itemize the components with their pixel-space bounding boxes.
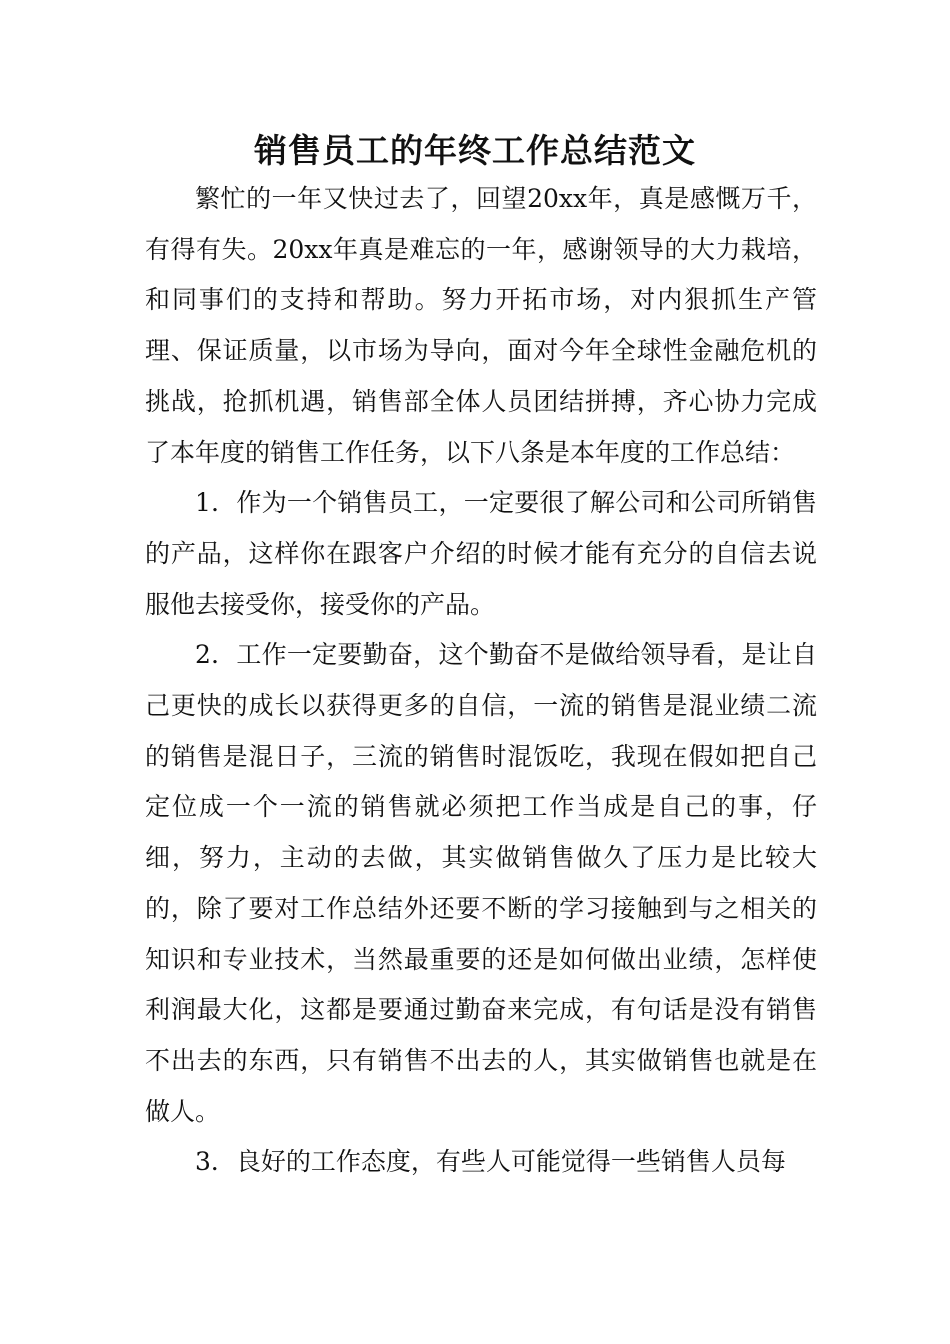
intro-paragraph: 繁忙的一年又快过去了，回望20xx年，真是感慨万千，有得有失。20xx年真是难忘的一年，感谢领导的大力栽培，和同事们的支持和帮助。努力开拓市场，对内狠抓生产管理、保证质量，以市场为导向，面对今年全球性金融危机的挑战，抢抓机遇，销售部全体人员团结拼搏，齐心协力完成了本年度的销售工作任务，以下八条是本年度的工作总结： (145, 184, 817, 467)
document-body (145, 174, 817, 1188)
point-2-paragraph: 2．工作一定要勤奋，这个勤奋不是做给领导看，是让自己更快的成长以获得更多的自信，一流的销售是混业绩二流的销售是混日子，三流的销售时混饭吃，我现在假如把自己定位成一个一流的销售就必须把工作当成是自己的事，仔细，努力，主动的去做，其实做销售做久了压力是比较大的，除了要对工作总结外还要不断的学习接触到与之相关的知识和专业技术，当然最重要的还是如何做出业绩，怎样使利润最大化，这都是要通过勤奋来完成，有句话是没有销售不出去的东西，只有销售不出去的人，其实做销售也就是在做人。 (145, 640, 817, 1126)
point-3-paragraph: 3．良好的工作态度，有些人可能觉得一些销售人员每 (195, 1147, 786, 1177)
document-title: 销售员工的年终工作总结范文 (254, 131, 696, 170)
point-1-paragraph: 1．作为一个销售员工，一定要很了解公司和公司所销售的产品，这样你在跟客户介绍的时候才能有充分的自信去说服他去接受你，接受你的产品。 (145, 488, 817, 619)
